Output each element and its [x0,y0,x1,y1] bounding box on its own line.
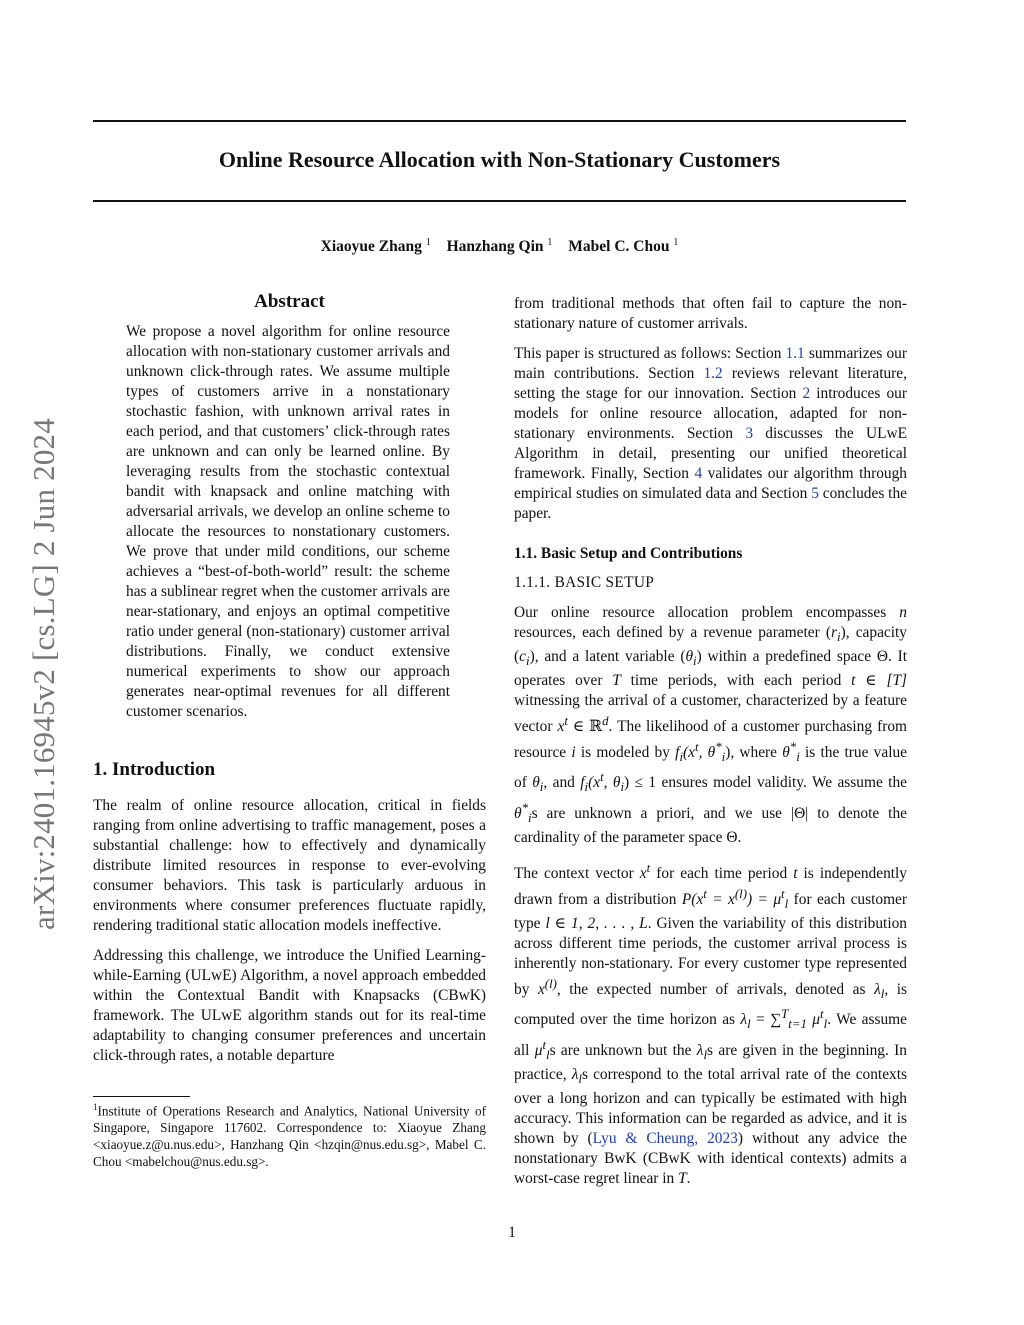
title-rule-top [93,120,906,122]
footnote-rule [93,1096,190,1097]
author: Mabel C. Chou $^1$ [568,237,679,256]
arxiv-identifier: arXiv:2401.16945v2 [cs.LG] 2 Jun 2024 [26,418,61,930]
intro-paragraph-continued: from traditional methods that often fail to capture the non-stationary nature of customer arrivals. [514,295,907,332]
section-ref-link[interactable]: 2 [802,385,811,402]
author-list [93,237,906,256]
intro-paragraph: Addressing this challenge, we introduce the Unified Learning-while-Earning (ULwE) Algorithm, a novel approach embedded within the Contextual Bandit with Knapsacks (CBwK) framework. The ULwE algorithm stands out for its real-time adaptability to changing consumer preferences and uncertain click-through rates, a notable departure [93,947,486,1064]
section-ref-link[interactable]: 4 [694,465,703,482]
author: Hanzhang Qin $^1$ [446,237,553,256]
affiliation-footnote: $^1$Institute of Operations Research and Analytics, National University of Singapore, Singapore 117602. Correspondence to: Xiaoyue Zhang <xiaoyue.z@u.nus.edu>, Hanzhang Qin <hzqin@nus.edu.sg>, Mabel C. Chou <mabelchou@nus.edu.sg>. [93,1102,486,1170]
citation-link[interactable]: Lyu & Cheung, 2023 [592,1129,738,1147]
section-ref-link[interactable]: 5 [811,485,819,502]
section-heading-introduction: 1. Introduction [93,759,216,780]
abstract-text: We propose a novel algorithm for online resource allocation with non-stationary customer arrivals and unknown click-through rates. We assume multiple types of customers arrive in a nonstationary stochastic fashion, with unknown arrival rates in each period, and that customers’ click-through rates are unknown and can only be learned online. By leveraging results from the stochastic contextual bandit with knapsack and online matching with adversarial arrivals, we develop an online scheme to allocate the resources to nonstationary customers. We prove that under mild conditions, our scheme achieves a “best-of-both-world” result: the scheme has a sublinear regret when the customer arrivals are near-stationary, and enjoys an optimal competitive ratio under general (non-stationary) customer arrival distributions. Finally, we conduct extensive numerical experiments to show our approach generates near-optimal revenues for all different customer scenarios. [126,323,450,720]
author: Xiaoyue Zhang $^1$ [320,237,431,256]
intro-paragraph: The realm of online resource allocation, critical in fields ranging from online advertising to traffic management, poses a substantial challenge: how to effectively and dynamically distribute limited resources in response to ever-evolving consumer behaviors. This task is particularly arduous in environments where consumer preferences fluctuate rapidly, rendering traditional static allocation models ineffective. [93,797,486,934]
section-ref-link[interactable]: 3 [745,425,754,442]
subsection-heading: 1.1. Basic Setup and Contributions [514,545,743,562]
paper-structure-paragraph: This paper is structured as follows: Section 1.1 summarizes our main contributions. Section 1.2 reviews relevant literature, setting the stage for our innovation. Section 2 introduces our models for online resource allocation, adapted for non-stationary environments. Section 3 discusses the ULwE Algorithm in detail, presenting our unified theoretical framework. Finally, Section 4 validates our algorithm through empirical studies on simulated data and Section 5 concludes the paper. [514,345,908,522]
section-ref-link[interactable]: 1.1 [785,345,805,362]
setup-paragraph: Our online resource allocation problem encompasses n resources, each defined by a revenue parameter $(r_i)$, capacity $(c_i)$, and a latent variable $(\theta_i)$ within a predefined space Θ. It operates over T time periods, with each period t ∈ [T] witnessing the arrival of a customer, characterized by a feature vector $x^t$ ∈ ℝ$^d$. The likelihood of a customer purchasing from resource i is modeled by $f_i(x^t$, $\theta^*_i$), where $\theta^*_i$ is the true value of $\theta_i$, and $f_i(x^t$, $\theta_i) \le 1$ ensures model validity. We assume the $\theta^*_is$ are unknown a priori, and we use |Θ| to denote the cardinality of the parameter space Θ. [514,604,908,846]
left-column [93,290,486,1076]
paper-title: Online Resource Allocation with Non-Stationary Customers [218,147,781,172]
right-column [514,294,907,1199]
subsubsection-heading: 1.1.1. BASIC SETUP [514,574,655,591]
section-ref-link[interactable]: 1.2 [703,365,723,382]
page-number: 1 [508,1224,516,1241]
abstract-heading: Abstract [254,291,325,312]
title-rule-bottom [93,200,906,202]
setup-paragraph: The context vector $x^t$ for each time period t is independently drawn from a distribution $P(x^t = x^{(l)}) = \mu^t_l$ for each customer type l ∈ 1, 2, . . . , L. Given the variability of this distribution across different time periods, the customer arrival process is inherently non-stationary. For every customer type represented by $x^{(l)}$, the expected number of arrivals, denoted as $\lambda_l$, is computed over the time horizon as $\lambda_l = \sum^T_{t=1}$ $\mu^t_l$. We assume all $\mu^t_ls$ are unknown but the $\lambda_ls$ are given in the beginning. In practice, $\lambda_ls$ correspond to the total arrival rate of the contexts over a long horizon and can typically be estimated with high accuracy. This information can be regarded as advice, and it is shown by (Lyu & Cheung, 2023) without any advice the nonstationary BwK (CBwK with identical contexts) admits a worst-case regret linear in T. [514,860,908,1187]
